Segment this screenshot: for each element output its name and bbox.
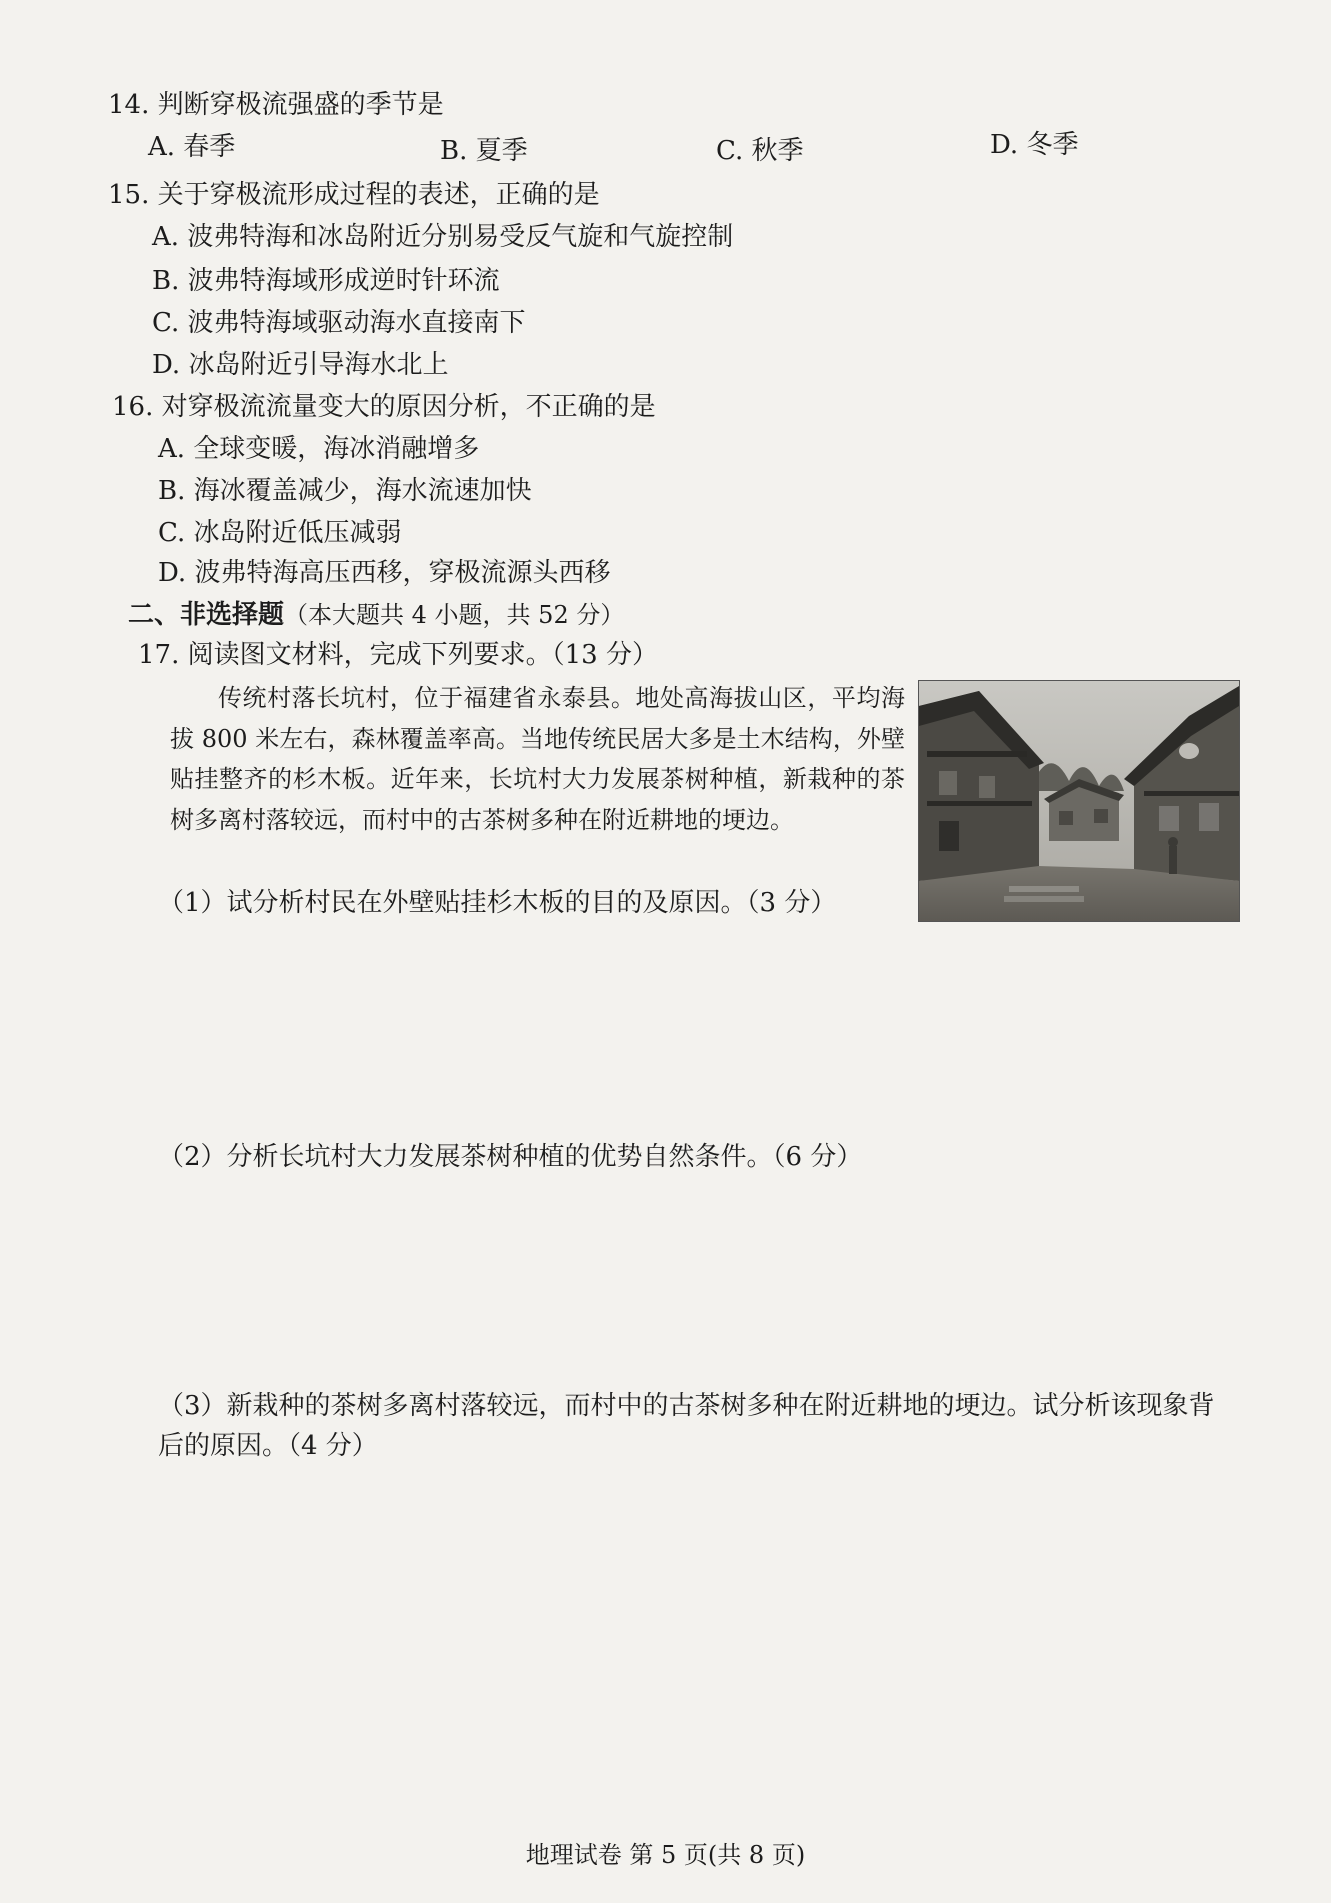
q17-sub3 xyxy=(158,1386,1238,1466)
q17-sub2: （2）分析长坑村大力发展茶树种植的优势自然条件。（6 分） xyxy=(158,1142,863,1172)
q17-stem: 17. 阅读图文材料，完成下列要求。（13 分） xyxy=(138,640,658,670)
section-title: 二、非选择题 xyxy=(128,600,285,630)
q15-option-d: D. 冰岛附近引导海水北上 xyxy=(152,350,449,380)
q16-option-d: D. 波弗特海高压西移，穿极流源头西移 xyxy=(158,558,611,588)
q14-option-a: A. 春季 xyxy=(148,132,236,162)
section-heading xyxy=(128,598,624,632)
q16-option-a: A. 全球变暖，海冰消融增多 xyxy=(158,434,480,464)
q15-option-b: B. 波弗特海域形成逆时针环流 xyxy=(152,266,500,296)
page-footer: 地理试卷 第 5 页(共 8 页) xyxy=(525,1841,806,1869)
q15-stem: 15. 关于穿极流形成过程的表述，正确的是 xyxy=(108,180,600,210)
section-note: （本大题共 4 小题，共 52 分） xyxy=(284,601,625,629)
q14-option-b: B. 夏季 xyxy=(440,136,528,166)
q15-option-a: A. 波弗特海和冰岛附近分别易受反气旋和气旋控制 xyxy=(152,222,734,252)
q14-option-c: C. 秋季 xyxy=(716,136,804,166)
q17-sub3-text: （3）新栽种的茶树多离村落较远，而村中的古茶树多种在附近耕地的埂边。试分析该现象背后的原因。（4 分） xyxy=(158,1391,1215,1461)
q17-passage: 传统村落长坑村，位于福建省永泰县。地处高海拔山区，平均海拔 800 米左右，森林覆盖率高。当地传统民居大多是土木结构，外壁贴挂整齐的杉木板。近年来，长坑村大力发展茶树种植，新栽种的茶树多离村落较远，而村中的古茶树多种在附近耕地的埂边。 xyxy=(170,684,905,834)
q17-sub1: （1）试分析村民在外壁贴挂杉木板的目的及原因。（3 分） xyxy=(158,888,837,918)
village-photo xyxy=(918,680,1240,922)
q16-stem: 16. 对穿极流流量变大的原因分析，不正确的是 xyxy=(112,392,656,422)
q14-option-d: D. 冬季 xyxy=(990,130,1079,160)
q16-option-c: C. 冰岛附近低压减弱 xyxy=(158,518,402,548)
q16-option-b: B. 海冰覆盖减少，海水流速加快 xyxy=(158,476,532,506)
q14-stem: 14. 判断穿极流强盛的季节是 xyxy=(108,90,444,120)
q15-option-c: C. 波弗特海域驱动海水直接南下 xyxy=(152,308,526,338)
